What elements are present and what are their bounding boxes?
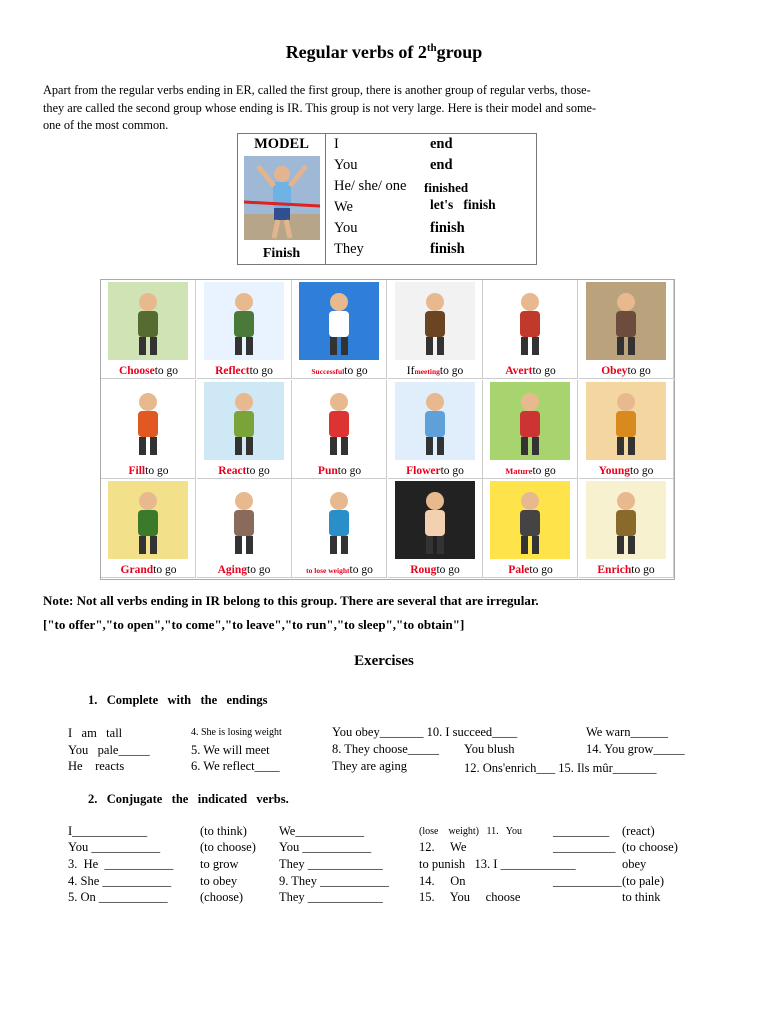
verb-word: meeting [414, 367, 440, 376]
exercise-item: 6. We reflect____ [191, 759, 280, 773]
verb-caption [388, 564, 483, 576]
verb-word: Obey [601, 365, 628, 377]
verb-caption [483, 564, 578, 576]
verb-cell [388, 280, 483, 379]
shocked-man-newspaper-icon [490, 481, 570, 559]
model-header: MODEL [254, 136, 309, 152]
exercise-2-cell: 4. She ___________ [68, 874, 172, 888]
verb-caption [388, 365, 483, 377]
verb-cell [388, 479, 483, 578]
verb-suffix: to go [436, 564, 460, 577]
verb-suffix: to go [246, 464, 270, 477]
exercise-2-cell: obey [622, 857, 647, 871]
verb-word: Pale [508, 564, 530, 577]
verb-suffix: to go [344, 365, 368, 377]
verb-caption [101, 365, 196, 377]
verb-cell [483, 479, 578, 578]
exercise-2-cell: 15. You choose [419, 890, 521, 904]
exercise-2-cell: (react) [622, 824, 655, 838]
verb-caption [197, 564, 292, 576]
verb-word: Avert [505, 365, 533, 377]
verb-cell [197, 380, 292, 479]
exercise-2-title: 2. Conjugate the indicated verbs. [88, 792, 289, 806]
exercises-heading: Exercises [354, 653, 414, 669]
verb-word: Mature [505, 465, 533, 476]
exercise-2-cell: to think [622, 890, 661, 904]
verb-word: Roug [410, 564, 437, 577]
money-bags-icon [586, 481, 666, 559]
verb-suffix: to go [439, 365, 464, 377]
verb-cell [101, 280, 196, 379]
exercise-2-cell: 3. He ___________ [68, 857, 174, 871]
verb-picture-grid [100, 279, 675, 580]
verb-word: Successful [311, 367, 345, 376]
exercise-item: 8. They choose_____ [332, 742, 440, 756]
intro-line: Apart from the regular verbs ending in ER, called the first group, there is another group of regular verbs, those- [43, 83, 591, 97]
verb-cell [388, 380, 483, 479]
verb-suffix: to go [630, 464, 654, 477]
model-pronoun: We [334, 199, 353, 215]
exercise-item: They are aging [332, 759, 407, 773]
exercise-2-cell: 5. On ___________ [68, 890, 168, 904]
verb-word: Reflect [215, 365, 250, 377]
verb-caption [483, 465, 578, 477]
exercise-item: 14. You grow_____ [586, 742, 685, 756]
verb-cell [101, 380, 196, 479]
exercise-item: You obey_______ 10. I succeed____ [332, 725, 518, 739]
fuel-pump-icon [108, 382, 188, 460]
note-text: Note: Not all verbs ending in IR belong to this group. There are several that are irregular. [43, 593, 539, 608]
verb-suffix: to go [145, 464, 169, 477]
exercise-item: You blush [464, 742, 515, 756]
verb-word: React [218, 464, 247, 477]
verb-caption [483, 365, 578, 377]
model-pronoun: I [334, 136, 339, 152]
verb-caption [292, 465, 387, 477]
verb-caption [579, 465, 674, 477]
verb-word: Young [598, 464, 630, 477]
exercise-item: 4. She is losing weight [191, 727, 282, 738]
exercise-2-cell: (to pale) [622, 874, 664, 888]
mountain-summit-icon [299, 282, 379, 360]
verb-prefix: If [406, 365, 415, 377]
verb-cell [579, 380, 674, 479]
exercise-2-cell: We___________ [279, 824, 365, 838]
verb-suffix: to go [247, 564, 271, 577]
exercise-2-cell: I____________ [68, 824, 148, 838]
verb-caption [292, 564, 387, 576]
exercise-2-cell: 14. On [419, 874, 466, 888]
exercise-2-cell: (to choose) [200, 840, 256, 854]
verb-cell [483, 280, 578, 379]
exercise-2-blank: _________ [553, 824, 610, 838]
verb-word: Flower [406, 464, 441, 477]
verb-cell [483, 380, 578, 479]
verb-suffix: to go [631, 564, 655, 577]
verb-caption [388, 465, 483, 477]
model-verb: finish [430, 241, 465, 257]
elderly-woman-icon [204, 481, 284, 559]
verb-word: Pun [317, 464, 338, 477]
exercise-item: 5. We will meet [191, 743, 270, 757]
intro-line: one of the most common. [43, 118, 169, 132]
model-table [237, 133, 537, 265]
exercise-item: I am tall [68, 726, 123, 740]
autumn-tree-icon [586, 382, 666, 460]
verb-cell [101, 479, 196, 578]
verb-suffix: to go [154, 365, 179, 377]
exercise-2-cell: They ____________ [279, 890, 383, 904]
model-verb: finished [424, 180, 469, 195]
women-arguing-icon [490, 282, 570, 360]
model-pronoun: You [334, 157, 358, 173]
verb-cell [579, 479, 674, 578]
exercise-2-cell: 9. They ___________ [279, 874, 389, 888]
page-title: Regular verbs of 2thgroup [285, 42, 483, 62]
speech-bubble-man-icon [299, 382, 379, 460]
exercise-1-title: 1. Complete with the endings [88, 693, 268, 707]
apple-orchard-icon [490, 382, 570, 460]
verb-caption [579, 564, 674, 576]
verb-caption [101, 465, 196, 477]
exercise-2-cell: to punish 13. I ____________ [419, 857, 576, 871]
exercise-2-cell: You ___________ [279, 840, 372, 854]
weight-loss-icon [299, 481, 379, 559]
verb-suffix: to go [529, 564, 553, 577]
exercise-2-cell: (to think) [200, 824, 247, 838]
father-child-icon [586, 282, 666, 360]
model-pronoun: They [334, 241, 364, 257]
exercise-item: He reacts [68, 759, 125, 773]
verb-cell [292, 280, 387, 379]
verb-caption [197, 465, 292, 477]
exercise-2-cell: to grow [200, 857, 239, 871]
verb-suffix: to go [153, 564, 177, 577]
verb-caption [197, 365, 292, 377]
verb-suffix: to go [532, 464, 556, 477]
model-left-column [238, 134, 326, 264]
exercise-item: You pale_____ [68, 743, 150, 757]
meeting-table-icon [395, 282, 475, 360]
exercise-item: 12. Ons'enrich___ 15. Ils mûr_______ [464, 761, 657, 775]
model-pronoun: You [334, 220, 358, 236]
verb-word: Choose [118, 365, 155, 377]
verb-word: Fill [128, 464, 146, 477]
model-verb: end [430, 157, 453, 173]
intro-paragraph [43, 82, 653, 135]
exercise-item: We warn______ [586, 725, 668, 739]
verb-suffix: to go [249, 365, 273, 377]
verb-word: Grand [120, 564, 154, 577]
verb-suffix: to go [627, 365, 651, 377]
verb-suffix: to go [349, 564, 373, 577]
exercise-2-cell: (choose) [200, 890, 244, 904]
model-verb: finish [430, 220, 465, 236]
men-talking-icon [204, 382, 284, 460]
model-footer: Finish [262, 246, 301, 261]
blushing-face-icon [395, 481, 475, 559]
verb-suffix: to go [532, 365, 556, 377]
exercise-2-blank: ___________ [553, 874, 622, 888]
verb-word: Aging [217, 564, 248, 577]
intro-line: they are called the second group whose ending is IR. This group is not very large. Here is their model and some- [43, 100, 597, 115]
exercise-2-cell: (lose weight) 11. You [419, 826, 522, 837]
verb-caption [579, 365, 674, 377]
verb-cell [197, 280, 292, 379]
model-verb: let's finish [430, 197, 496, 212]
verb-cell [579, 280, 674, 379]
verb-suffix: to go [337, 464, 362, 477]
exercise-2-cell: to obey [200, 874, 238, 888]
exercise-2-cell: (to choose) [622, 840, 678, 854]
runner-finish-icon [244, 156, 320, 240]
exercise-2-cell: 12. We [419, 840, 467, 854]
verb-word: Enrich [597, 564, 632, 577]
verb-cell [292, 479, 387, 578]
thinking-man-icon [204, 282, 284, 360]
model-pronoun: He/ she/ one [334, 178, 407, 194]
verb-caption [101, 564, 196, 576]
verb-suffix: to go [440, 464, 464, 477]
verb-caption [292, 365, 387, 377]
model-verb: end [430, 136, 453, 152]
exercise-2-blank: __________ [553, 840, 616, 854]
exercise-2-cell: They ____________ [279, 857, 383, 871]
verb-cell [292, 380, 387, 479]
flower-globe-icon [395, 382, 475, 460]
verb-word: to lose weight [306, 566, 350, 576]
verb-cell [197, 479, 292, 578]
exercise-2-cell: You ___________ [68, 840, 161, 854]
irregular-verbs-list: ["to offer","to open","to come","to leave","to run","to sleep","to obtain"] [43, 617, 465, 632]
height-chart-boy-icon [108, 481, 188, 559]
crossroads-icon [108, 282, 188, 360]
